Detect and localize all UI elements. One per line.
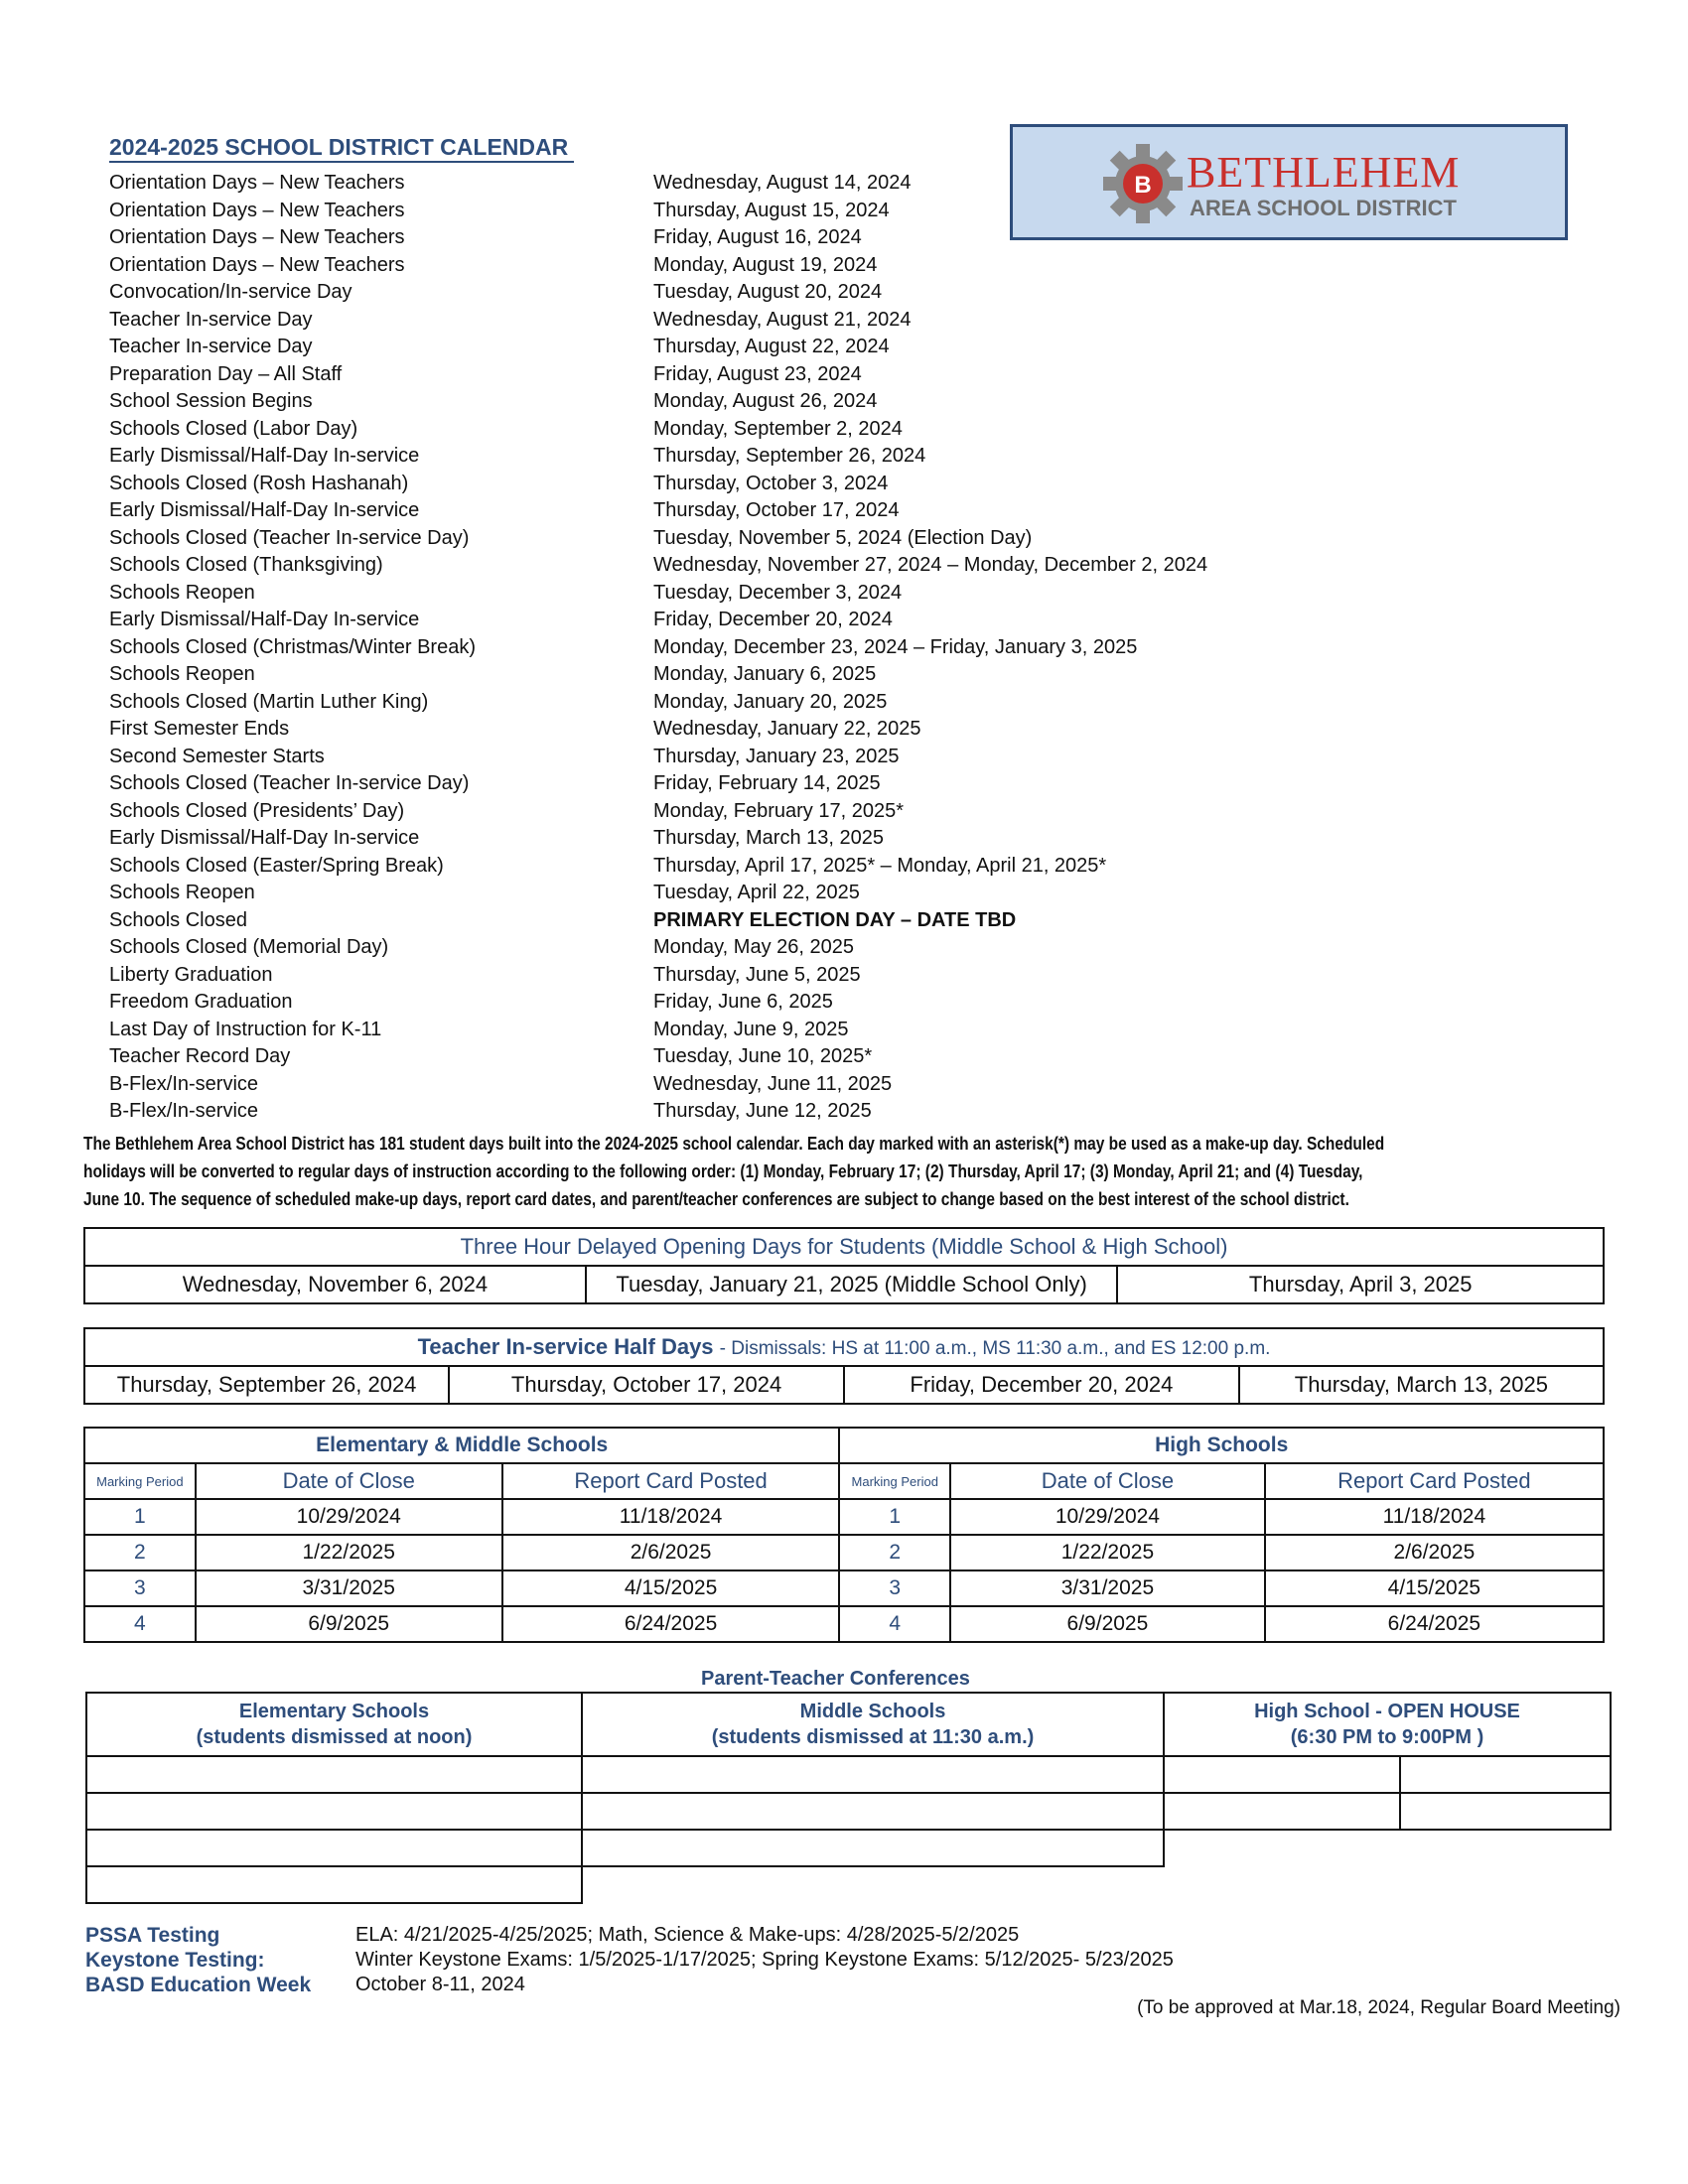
marking-mp-cell: 3 xyxy=(839,1570,950,1606)
event-name: Freedom Graduation xyxy=(109,991,293,1013)
testing-value: ELA: 4/21/2025-4/25/2025; Math, Science & Make-ups: 4/28/2025-5/2/2025 xyxy=(355,1924,1020,1946)
delayed-day: Thursday, April 3, 2025 xyxy=(1117,1266,1604,1303)
ptc-middle-label: Middle Schools xyxy=(799,1701,946,1722)
event-row xyxy=(109,607,1301,634)
ptc-middle-note: (students dismissed at 11:30 a.m.) xyxy=(711,1726,1035,1748)
marking-row xyxy=(84,1570,1604,1606)
marking-report-cell: 4/15/2025 xyxy=(1265,1570,1604,1606)
event-date: Thursday, January 23, 2025 xyxy=(653,745,900,767)
ptc-cell xyxy=(1400,1756,1611,1793)
event-date: Thursday, September 26, 2024 xyxy=(653,445,926,467)
event-row xyxy=(109,1098,1301,1126)
delayed-opening-table xyxy=(83,1227,1605,1304)
event-date: Wednesday, November 27, 2024 – Monday, December 2, 2024 xyxy=(653,554,1208,576)
event-name: Schools Reopen xyxy=(109,882,255,903)
ptc-elementary-label: Elementary Schools xyxy=(238,1701,430,1722)
col-report-card: Report Card Posted xyxy=(502,1463,840,1499)
logo-line-2: AREA SCHOOL DISTRICT xyxy=(1190,196,1457,220)
event-name: B-Flex/In-service xyxy=(109,1072,259,1095)
delayed-day: Wednesday, November 6, 2024 xyxy=(84,1266,586,1303)
event-row xyxy=(109,334,1301,361)
marking-mp-cell: 2 xyxy=(839,1535,950,1570)
marking-period-table xyxy=(83,1427,1605,1643)
event-row xyxy=(109,962,1301,990)
testing-value: Winter Keystone Exams: 1/5/2025-1/17/2025; Spring Keystone Exams: 5/12/2025- 5/23/2025 xyxy=(355,1949,1174,1971)
event-row xyxy=(109,1017,1301,1044)
ptc-middle-header xyxy=(582,1693,1164,1756)
marking-report-cell: 2/6/2025 xyxy=(502,1535,840,1570)
event-name: Liberty Graduation xyxy=(109,963,273,986)
event-date: Thursday, August 22, 2024 xyxy=(653,336,890,357)
testing-row xyxy=(85,1948,1174,1973)
event-date: Friday, December 20, 2024 xyxy=(653,609,893,630)
event-row xyxy=(109,252,1301,280)
event-name: Last Day of Instruction for K-11 xyxy=(109,1018,382,1040)
event-name: Early Dismissal/Half-Day In-service xyxy=(109,499,420,521)
ptc-high-label: High School - OPEN HOUSE xyxy=(1254,1701,1520,1722)
event-row xyxy=(109,1043,1301,1071)
event-name: Teacher In-service Day xyxy=(109,308,313,331)
event-date: Wednesday, January 22, 2025 xyxy=(653,718,921,740)
event-date: Thursday, April 17, 2025* – Monday, April 21, 2025* xyxy=(653,854,1107,877)
event-row xyxy=(109,1071,1301,1099)
svg-text:B: B xyxy=(1134,172,1152,199)
event-date: Tuesday, December 3, 2024 xyxy=(653,581,903,604)
marking-report-cell: 6/24/2025 xyxy=(502,1606,840,1642)
event-row xyxy=(109,497,1301,525)
event-name: Preparation Day – All Staff xyxy=(109,362,343,385)
event-name: B-Flex/In-service xyxy=(109,1100,259,1122)
event-row xyxy=(109,388,1301,416)
event-row xyxy=(109,552,1301,580)
note-line: The Bethlehem Area School District has 181 student days built into the 2024-2025 school calendar. Each day marked with an asterisk(*) may be used as a make-up day. Scheduled xyxy=(83,1134,1385,1154)
marking-close-cell: 1/22/2025 xyxy=(196,1535,502,1570)
event-row xyxy=(109,361,1301,389)
event-name: Schools Closed (Teacher In-service Day) xyxy=(109,772,470,794)
event-name: First Semester Ends xyxy=(109,718,290,740)
event-name: Early Dismissal/Half-Day In-service xyxy=(109,827,420,849)
inservice-header xyxy=(84,1328,1604,1366)
event-row xyxy=(109,580,1301,608)
event-name: Schools Closed (Labor Day) xyxy=(109,417,358,440)
marking-close-cell: 6/9/2025 xyxy=(196,1606,502,1642)
marking-close-cell: 6/9/2025 xyxy=(950,1606,1265,1642)
event-name: School Session Begins xyxy=(109,390,313,412)
event-date: Tuesday, June 10, 2025* xyxy=(653,1045,873,1067)
event-name: Early Dismissal/Half-Day In-service xyxy=(109,609,420,630)
event-name: Orientation Days – New Teachers xyxy=(109,199,405,221)
event-name: Early Dismissal/Half-Day In-service xyxy=(109,445,420,467)
high-schools-title: High Schools xyxy=(839,1428,1604,1463)
ptc-cell xyxy=(1164,1793,1400,1830)
event-row xyxy=(109,716,1301,744)
ptc-cell xyxy=(1400,1793,1611,1830)
col-report-card: Report Card Posted xyxy=(1265,1463,1604,1499)
note-line: holidays will be converted to regular days of instruction according to the following order: (1) Monday, February 17; (2) Thursday, April 17; (3) Monday, April 21; and (4) Tuesday, xyxy=(83,1161,1363,1181)
event-date: Monday, May 26, 2025 xyxy=(653,936,854,958)
event-date: Wednesday, June 11, 2025 xyxy=(653,1072,893,1095)
ptc-cell xyxy=(86,1866,582,1903)
marking-report-cell: 11/18/2024 xyxy=(502,1499,840,1535)
event-row xyxy=(109,853,1301,881)
event-date: Thursday, March 13, 2025 xyxy=(653,827,884,849)
inservice-day: Thursday, October 17, 2024 xyxy=(449,1366,844,1404)
event-name: Orientation Days – New Teachers xyxy=(109,253,405,276)
testing-row xyxy=(85,1923,1174,1948)
event-name: Teacher In-service Day xyxy=(109,336,313,357)
event-date: Monday, September 2, 2024 xyxy=(653,417,903,440)
marking-close-cell: 1/22/2025 xyxy=(950,1535,1265,1570)
event-date: Thursday, August 15, 2024 xyxy=(653,199,890,221)
event-row xyxy=(109,934,1301,962)
ptc-high-header xyxy=(1164,1693,1611,1756)
event-row xyxy=(109,907,1301,935)
event-name: Schools Closed (Martin Luther King) xyxy=(109,690,429,713)
event-date: Monday, December 23, 2024 – Friday, January 3, 2025 xyxy=(653,635,1138,658)
marking-mp-cell: 1 xyxy=(839,1499,950,1535)
event-name: Orientation Days – New Teachers xyxy=(109,172,405,194)
marking-mp-cell: 3 xyxy=(84,1570,196,1606)
ptc-cell xyxy=(582,1793,1164,1830)
event-row xyxy=(109,170,1301,198)
event-name: Schools Closed (Memorial Day) xyxy=(109,936,389,958)
marking-row xyxy=(84,1606,1604,1642)
event-date: Thursday, October 17, 2024 xyxy=(653,499,900,521)
event-name: Convocation/In-service Day xyxy=(109,281,352,303)
event-name: Second Semester Starts xyxy=(109,745,325,767)
ptc-empty xyxy=(1164,1830,1611,1866)
event-date: Monday, June 9, 2025 xyxy=(653,1018,849,1040)
ptc-cell xyxy=(86,1793,582,1830)
col-date-of-close: Date of Close xyxy=(950,1463,1265,1499)
note-line: June 10. The sequence of scheduled make-up days, report card dates, and parent/teacher conferences are subject to change based on the best interest of the school district. xyxy=(83,1189,1349,1209)
marking-row xyxy=(84,1499,1604,1535)
marking-report-cell: 6/24/2025 xyxy=(1265,1606,1604,1642)
marking-mp-cell: 2 xyxy=(84,1535,196,1570)
event-name: Schools Closed (Teacher In-service Day) xyxy=(109,526,470,549)
event-date: Monday, January 20, 2025 xyxy=(653,690,888,713)
event-row xyxy=(109,770,1301,798)
event-date: Monday, January 6, 2025 xyxy=(653,663,877,685)
event-row xyxy=(109,798,1301,826)
event-row xyxy=(109,744,1301,771)
event-date: Monday, February 17, 2025* xyxy=(653,799,905,822)
ptc-cell xyxy=(1164,1756,1400,1793)
event-row xyxy=(109,279,1301,307)
inservice-subtitle: - Dismissals: HS at 11:00 a.m., MS 11:30 a.m., and ES 12:00 p.m. xyxy=(719,1338,1271,1359)
inservice-table xyxy=(83,1327,1605,1405)
event-row xyxy=(109,198,1301,225)
inservice-day: Thursday, September 26, 2024 xyxy=(84,1366,449,1404)
event-date: Tuesday, November 5, 2024 (Election Day) xyxy=(653,526,1033,549)
inservice-day: Friday, December 20, 2024 xyxy=(844,1366,1239,1404)
delayed-day: Tuesday, January 21, 2025 (Middle School Only) xyxy=(586,1266,1118,1303)
col-marking-period: Marking Period xyxy=(84,1463,196,1499)
ptc-cell xyxy=(582,1756,1164,1793)
marking-report-cell: 11/18/2024 xyxy=(1265,1499,1604,1535)
marking-close-cell: 3/31/2025 xyxy=(950,1570,1265,1606)
logo-line-1: BETHLEHEM xyxy=(1187,148,1461,197)
event-date: Monday, August 19, 2024 xyxy=(653,253,878,276)
testing-row xyxy=(85,1973,1174,1997)
testing-label: BASD Education Week xyxy=(85,1974,312,1996)
event-row xyxy=(109,880,1301,907)
event-row xyxy=(109,416,1301,444)
page-title: 2024-2025 SCHOOL DISTRICT CALENDAR xyxy=(109,133,574,163)
event-date: Monday, August 26, 2024 xyxy=(653,390,878,412)
event-date: Friday, June 6, 2025 xyxy=(653,991,833,1013)
event-row xyxy=(109,443,1301,471)
ptc-cell xyxy=(582,1830,1164,1866)
event-row xyxy=(109,471,1301,498)
testing-schedule xyxy=(85,1923,1174,1997)
testing-label: Keystone Testing: xyxy=(85,1949,265,1972)
marking-mp-cell: 1 xyxy=(84,1499,196,1535)
event-name: Schools Closed (Easter/Spring Break) xyxy=(109,854,444,877)
testing-label: PSSA Testing xyxy=(85,1924,220,1947)
event-name: Schools Closed (Christmas/Winter Break) xyxy=(109,635,476,658)
event-row xyxy=(109,689,1301,717)
ptc-title: Parent-Teacher Conferences xyxy=(701,1668,970,1690)
event-row xyxy=(109,825,1301,853)
event-date: Thursday, June 12, 2025 xyxy=(653,1100,872,1122)
event-row xyxy=(109,634,1301,662)
elementary-middle-title: Elementary & Middle Schools xyxy=(84,1428,839,1463)
testing-value: October 8-11, 2024 xyxy=(355,1974,525,1995)
marking-report-cell: 2/6/2025 xyxy=(1265,1535,1604,1570)
event-date: Friday, August 16, 2024 xyxy=(653,226,862,248)
event-row xyxy=(109,989,1301,1017)
inservice-title: Teacher In-service Half Days xyxy=(417,1334,714,1359)
event-date: Wednesday, August 14, 2024 xyxy=(653,172,912,194)
event-name: Schools Reopen xyxy=(109,581,255,604)
event-name: Orientation Days – New Teachers xyxy=(109,226,405,248)
event-name: Schools Closed (Rosh Hashanah) xyxy=(109,472,409,494)
event-name: Schools Closed (Thanksgiving) xyxy=(109,554,383,576)
marking-close-cell: 3/31/2025 xyxy=(196,1570,502,1606)
ptc-elementary-header xyxy=(86,1693,582,1756)
approval-note: (To be approved at Mar.18, 2024, Regular Board Meeting) xyxy=(1137,1997,1620,2018)
event-row xyxy=(109,661,1301,689)
event-name: Schools Closed (Presidents’ Day) xyxy=(109,799,405,822)
event-row xyxy=(109,525,1301,553)
marking-mp-cell: 4 xyxy=(84,1606,196,1642)
ptc-empty xyxy=(582,1866,1611,1903)
event-date: Thursday, October 3, 2024 xyxy=(653,472,889,494)
event-date: PRIMARY ELECTION DAY – DATE TBD xyxy=(653,908,1017,931)
event-list xyxy=(109,170,1301,1126)
marking-report-cell: 4/15/2025 xyxy=(502,1570,840,1606)
ptc-cell xyxy=(86,1756,582,1793)
ptc-elementary-note: (students dismissed at noon) xyxy=(196,1726,473,1748)
event-date: Friday, February 14, 2025 xyxy=(653,772,881,794)
col-marking-period: Marking Period xyxy=(839,1463,950,1499)
event-date: Tuesday, April 22, 2025 xyxy=(653,882,860,903)
event-date: Tuesday, August 20, 2024 xyxy=(653,281,883,303)
col-date-of-close: Date of Close xyxy=(196,1463,502,1499)
marking-mp-cell: 4 xyxy=(839,1606,950,1642)
event-name: Teacher Record Day xyxy=(109,1045,291,1067)
event-date: Friday, August 23, 2024 xyxy=(653,362,862,385)
makeup-note xyxy=(83,1130,1612,1213)
marking-row xyxy=(84,1535,1604,1570)
event-name: Schools Reopen xyxy=(109,663,255,685)
ptc-high-note: (6:30 PM to 9:00PM ) xyxy=(1290,1726,1484,1748)
event-date: Thursday, June 5, 2025 xyxy=(653,963,861,986)
ptc-cell xyxy=(86,1830,582,1866)
event-row xyxy=(109,224,1301,252)
marking-close-cell: 10/29/2024 xyxy=(196,1499,502,1535)
event-name: Schools Closed xyxy=(109,908,247,931)
marking-close-cell: 10/29/2024 xyxy=(950,1499,1265,1535)
event-row xyxy=(109,307,1301,335)
inservice-day: Thursday, March 13, 2025 xyxy=(1239,1366,1604,1404)
parent-teacher-conferences-table xyxy=(85,1692,1612,1904)
delayed-title: Three Hour Delayed Opening Days for Students (Middle School & High School) xyxy=(84,1228,1604,1266)
event-date: Wednesday, August 21, 2024 xyxy=(653,308,912,331)
